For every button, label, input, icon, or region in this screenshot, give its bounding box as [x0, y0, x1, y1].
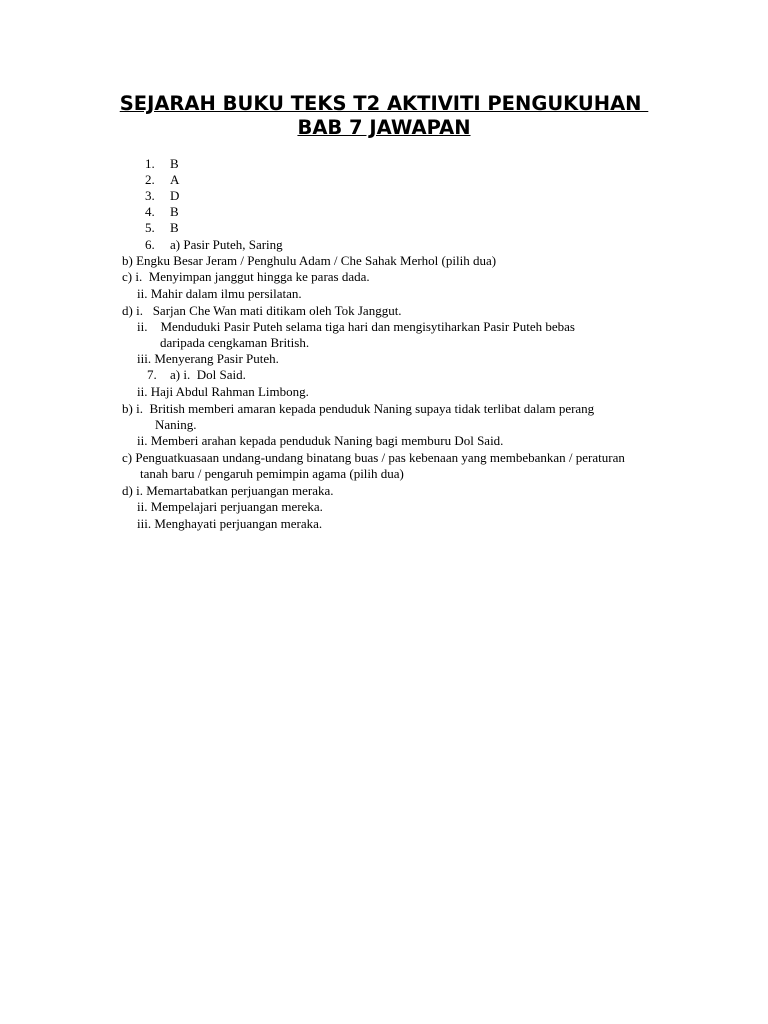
document-title-line-1: SEJARAH BUKU TEKS T2 AKTIVITI PENGUKUHAN: [119, 92, 649, 115]
q6-answer-c-ii: ii. Mahir dalam ilmu persilatan.: [137, 286, 302, 301]
mcq-number: 5.: [145, 220, 155, 235]
q7-answer-b-i-cont: Naning.: [155, 417, 197, 432]
q7-answer-b-ii: ii. Memberi arahan kepada penduduk Naning bagi memburu Dol Said.: [137, 433, 504, 448]
mcq-answer: D: [170, 188, 180, 203]
q7-answer-d-ii: ii. Mempelajari perjuangan mereka.: [137, 499, 323, 514]
mcq-number: 3.: [145, 188, 155, 203]
q7-answer-d-i: d) i. Memartabatkan perjuangan meraka.: [122, 483, 334, 498]
q6-answer-c-i: c) i. Menyimpan janggut hingga ke paras dada.: [122, 269, 370, 284]
mcq-answer: B: [170, 156, 179, 171]
q6-answer-b: b) Engku Besar Jeram / Penghulu Adam / Che Sahak Merhol (pilih dua): [122, 253, 497, 268]
q7-number: 7.: [147, 367, 157, 382]
q6-number: 6.: [145, 237, 155, 252]
q6-answer-d-ii-cont: daripada cengkaman British.: [160, 335, 310, 350]
document-title-line-2: BAB 7 JAWAPAN: [297, 116, 471, 139]
q7-answer-b-i: b) i. British memberi amaran kepada penduduk Naning supaya tidak terlibat dalam perang: [122, 401, 595, 416]
q6-answer-d-ii: ii. Menduduki Pasir Puteh selama tiga hari dan mengisytiharkan Pasir Puteh bebas: [137, 319, 575, 334]
q7-answer-c-cont: tanah baru / pengaruh pemimpin agama (pilih dua): [140, 466, 404, 481]
mcq-answer: A: [170, 172, 180, 187]
mcq-answer: B: [170, 204, 179, 219]
q7-answer-a-i: a) i. Dol Said.: [170, 367, 246, 382]
q6-answer-a: a) Pasir Puteh, Saring: [170, 237, 283, 252]
q7-answer-d-iii: iii. Menghayati perjuangan meraka.: [137, 516, 323, 531]
mcq-answer: B: [170, 220, 179, 235]
mcq-number: 1.: [145, 156, 155, 171]
q6-answer-d-iii: iii. Menyerang Pasir Puteh.: [137, 351, 279, 366]
mcq-number: 2.: [145, 172, 155, 187]
q6-answer-d-i: d) i. Sarjan Che Wan mati ditikam oleh Tok Janggut.: [122, 303, 402, 318]
mcq-number: 4.: [145, 204, 155, 219]
q7-answer-a-ii: ii. Haji Abdul Rahman Limbong.: [137, 384, 309, 399]
q7-answer-c: c) Penguatkuasaan undang-undang binatang buas / pas kebenaan yang membebankan / peraturan: [122, 450, 625, 465]
